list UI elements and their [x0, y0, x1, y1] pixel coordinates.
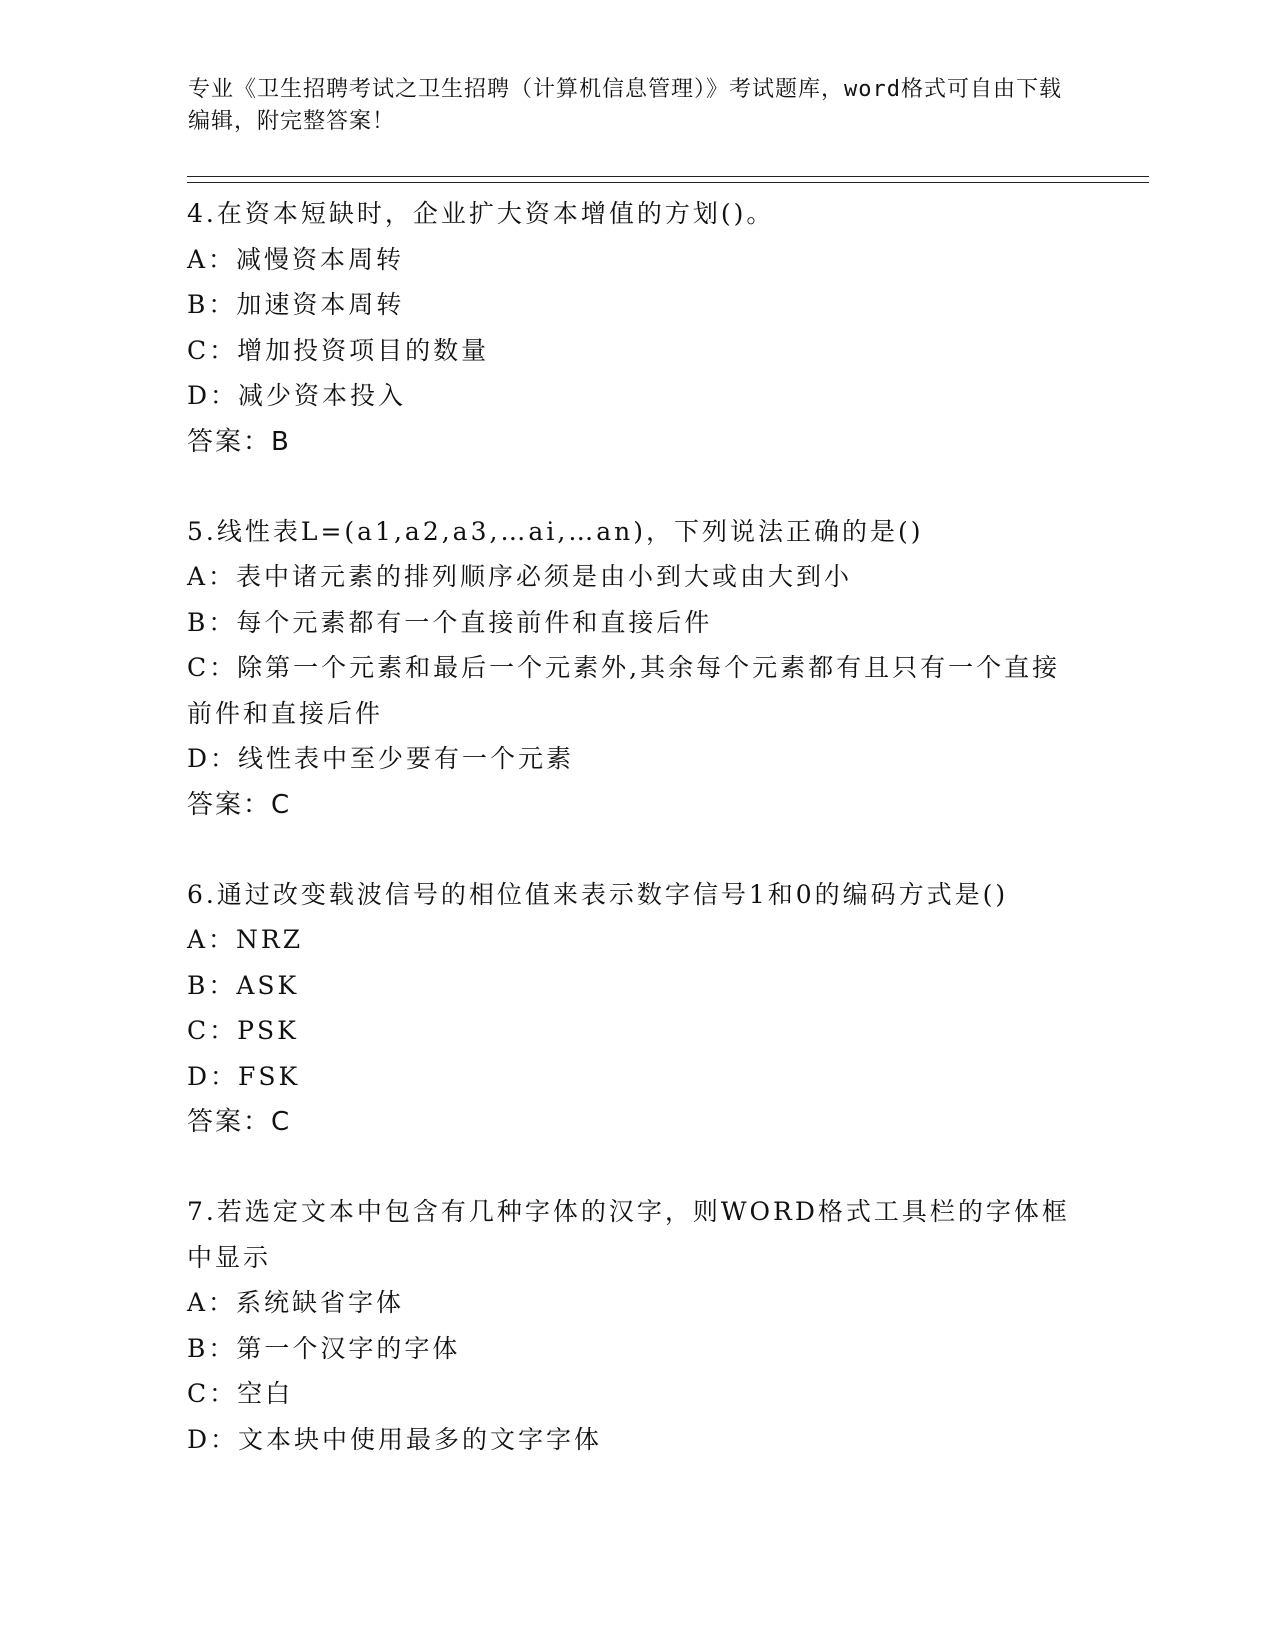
- header-divider-top: [187, 176, 1149, 177]
- option-c: C：PSK: [187, 1016, 299, 1045]
- option-a: A：减慢资本周转: [187, 244, 405, 274]
- answer-text: 答案：C: [187, 1107, 292, 1137]
- option-b: B：每个元素都有一个直接前件和直接后件: [187, 607, 713, 637]
- option-b: B：加速资本周转: [187, 290, 405, 319]
- option-a: A：系统缺省字体: [187, 1288, 405, 1317]
- option-a: A：表中诸元素的排列顺序必须是由小到大或由大到小: [187, 562, 853, 591]
- option-b: B：ASK: [187, 970, 300, 1000]
- option-b: B：第一个汉字的字体: [187, 1333, 461, 1363]
- question-list: [187, 191, 1087, 1462]
- answer-text: 答案：B: [187, 426, 291, 457]
- question-6: [187, 872, 1087, 1146]
- answer-text: 答案：C: [187, 789, 292, 820]
- question-5: [187, 509, 1087, 828]
- question-stem: 6.通过改变载波信号的相位值来表示数字信号1和0的编码方式是(): [187, 879, 1009, 909]
- option-d: D：线性表中至少要有一个元素: [187, 744, 575, 773]
- question-4: [187, 191, 1087, 465]
- option-d: D：减少资本投入: [187, 381, 407, 410]
- option-d: D：FSK: [187, 1061, 301, 1091]
- question-stem: 4.在资本短缺时，企业扩大资本增值的方划()。: [187, 199, 775, 228]
- option-d: D：文本块中使用最多的文字字体: [187, 1424, 603, 1454]
- question-stem: 7.若选定文本中包含有几种字体的汉字，则WORD格式工具栏的字体框中显示: [187, 1197, 1070, 1272]
- header-divider-bottom: [187, 182, 1149, 183]
- question-7: [187, 1189, 1087, 1462]
- option-a: A：NRZ: [187, 925, 304, 954]
- document-header: 专业《卫生招聘考试之卫生招聘（计算机信息管理）》考试题库，word格式可自由下载编辑，附完整答案！: [188, 77, 1062, 134]
- option-c: C：除第一个元素和最后一个元素外,其余每个元素都有且只有一个直接前件和直接后件: [187, 653, 1061, 728]
- question-stem: 5.线性表L=(a1,a2,a3,…ai,…an)，下列说法正确的是(): [187, 516, 924, 546]
- option-c: C：增加投资项目的数量: [187, 335, 490, 365]
- option-c: C：空白: [187, 1379, 294, 1408]
